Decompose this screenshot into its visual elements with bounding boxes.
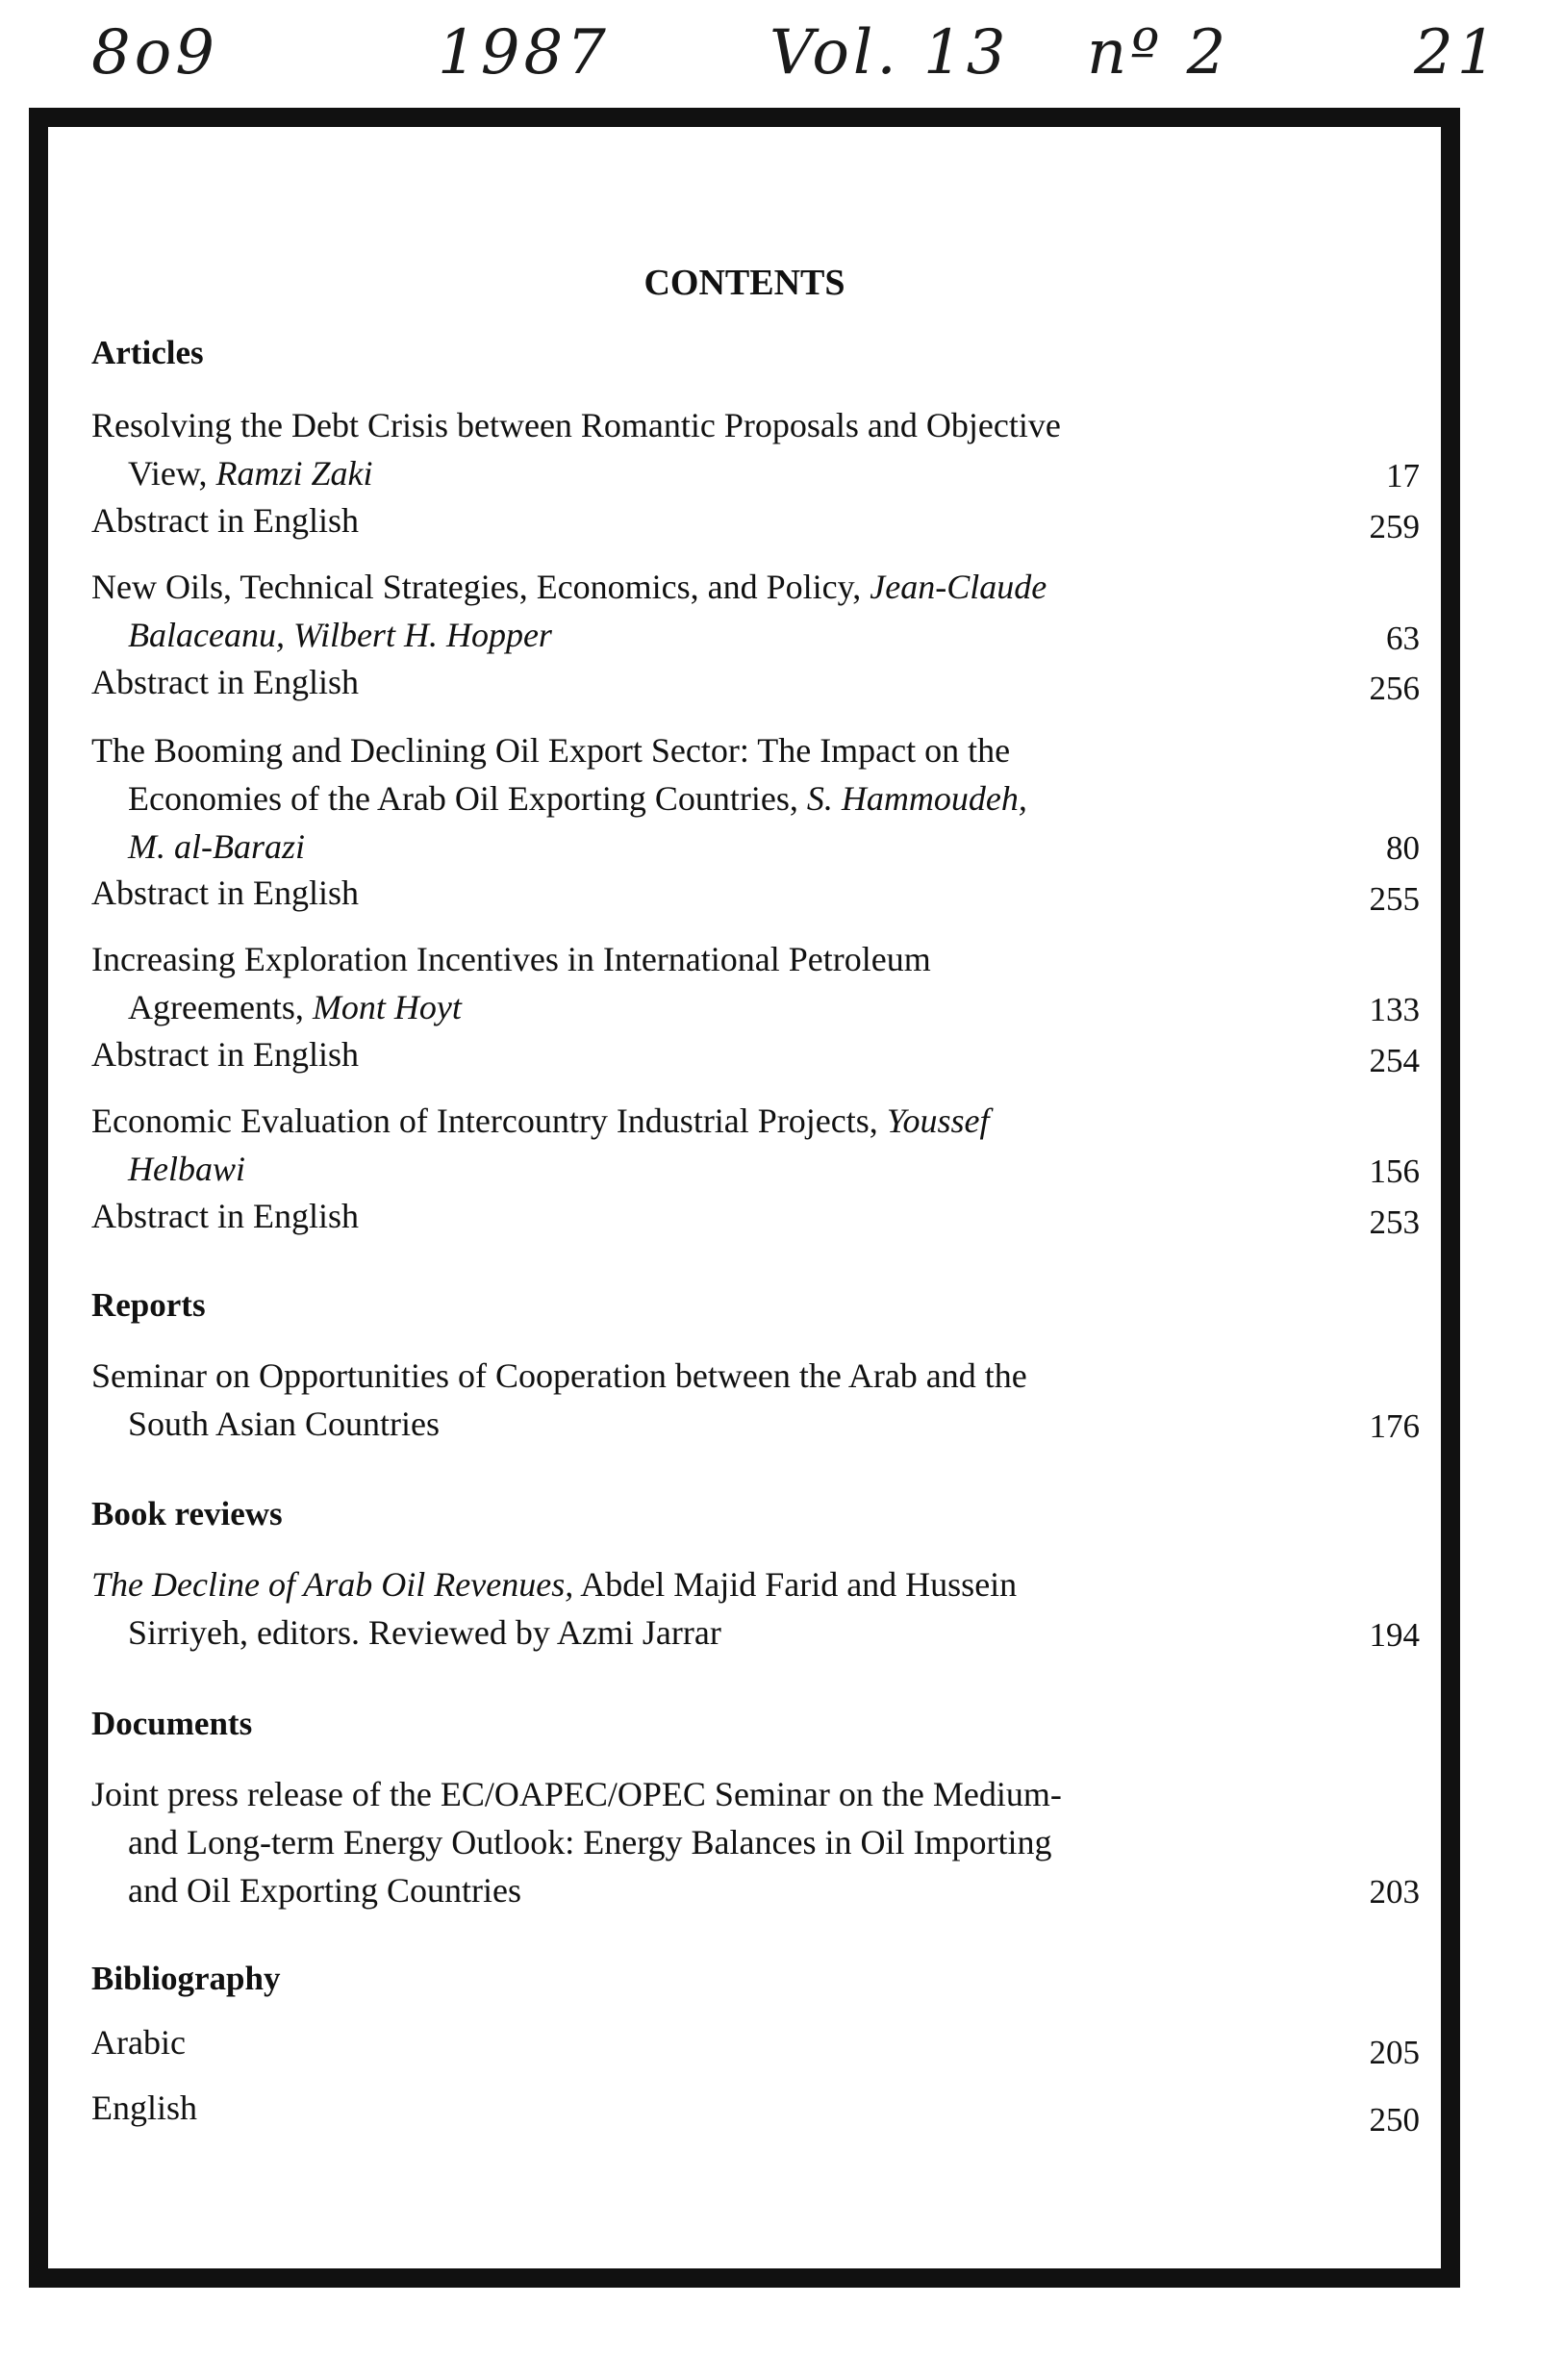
entry-author: S. Hammoudeh, bbox=[806, 779, 1027, 818]
entry-title-line: Economic Evaluation of Intercountry Industrial Projects, Youssef bbox=[91, 1101, 990, 1140]
entry-title-line: View, Ramzi Zaki bbox=[128, 454, 373, 493]
entry-author: Ramzi Zaki bbox=[215, 454, 373, 493]
page-number: 156 bbox=[1369, 1152, 1420, 1190]
entry-title-line: and Long-term Energy Outlook: Energy Balances in Oil Importing bbox=[128, 1823, 1052, 1861]
toc-entry-document-1[interactable] bbox=[91, 1770, 1332, 1914]
handwritten-volume: Vol. 13 bbox=[769, 17, 1010, 89]
book-title: The Decline of Arab Oil Revenues, bbox=[91, 1565, 574, 1604]
toc-entry-bibliography-english[interactable]: English bbox=[91, 2089, 198, 2127]
page-number: 203 bbox=[1369, 1873, 1420, 1911]
entry-title-line: Seminar on Opportunities of Cooperation between the Arab and the bbox=[91, 1356, 1027, 1395]
entry-title-line: Agreements, Mont Hoyt bbox=[128, 988, 462, 1026]
abstract-page-number: 255 bbox=[1369, 880, 1420, 918]
page-number: 80 bbox=[1386, 829, 1420, 867]
section-heading-reports: Reports bbox=[91, 1286, 206, 1324]
toc-entry-report-1[interactable] bbox=[91, 1352, 1332, 1448]
contents-page bbox=[48, 127, 1441, 2268]
toc-entry-article-4[interactable] bbox=[91, 935, 1332, 1031]
entry-author-line: M. al-Barazi bbox=[128, 827, 305, 866]
entry-title-line: The Booming and Declining Oil Export Sector: The Impact on the bbox=[91, 731, 1011, 770]
entry-title-line: New Oils, Technical Strategies, Economics, and Policy, Jean-Claude bbox=[91, 568, 1047, 606]
abstract-label[interactable]: Abstract in English bbox=[91, 1197, 359, 1235]
page-number: 250 bbox=[1369, 2101, 1420, 2139]
handwritten-number: nº 2 bbox=[1087, 17, 1230, 89]
entry-author: Mont Hoyt bbox=[312, 988, 462, 1026]
page-number: 63 bbox=[1386, 620, 1420, 657]
handwritten-ref: 8o9 bbox=[91, 17, 218, 89]
entry-title-line: and Oil Exporting Countries bbox=[128, 1871, 521, 1910]
entry-title-line: Economies of the Arab Oil Exporting Countries, S. Hammoudeh, bbox=[128, 779, 1027, 818]
section-heading-articles: Articles bbox=[91, 334, 204, 371]
entry-title-line: Sirriyeh, editors. Reviewed by Azmi Jarrar bbox=[128, 1613, 721, 1652]
entry-title-line: The Decline of Arab Oil Revenues, Abdel Majid Farid and Hussein bbox=[91, 1565, 1018, 1604]
page-number: 133 bbox=[1369, 991, 1420, 1028]
toc-entry-article-1[interactable] bbox=[91, 401, 1332, 497]
abstract-label[interactable]: Abstract in English bbox=[91, 874, 359, 912]
entry-author-line: Balaceanu, Wilbert H. Hopper bbox=[128, 616, 552, 654]
toc-entry-bibliography-arabic[interactable]: Arabic bbox=[91, 2023, 186, 2062]
page-number: 176 bbox=[1369, 1407, 1420, 1445]
toc-entry-article-3[interactable] bbox=[91, 726, 1332, 871]
abstract-label[interactable]: Abstract in English bbox=[91, 501, 359, 540]
handwritten-code: 21 bbox=[1414, 17, 1501, 89]
page-number: 17 bbox=[1386, 457, 1420, 494]
entry-author: Youssef bbox=[886, 1101, 990, 1140]
entry-author-line: Helbawi bbox=[128, 1150, 245, 1188]
abstract-page-number: 256 bbox=[1369, 670, 1420, 707]
entry-title-line: South Asian Countries bbox=[128, 1405, 441, 1443]
page-number: 205 bbox=[1369, 2034, 1420, 2071]
page-number: 194 bbox=[1369, 1616, 1420, 1654]
contents-frame bbox=[29, 108, 1460, 2288]
section-heading-book-reviews: Book reviews bbox=[91, 1495, 283, 1532]
page-title: CONTENTS bbox=[643, 263, 845, 303]
abstract-label[interactable]: Abstract in English bbox=[91, 663, 359, 701]
handwritten-year: 1987 bbox=[438, 17, 610, 89]
toc-entry-article-2[interactable] bbox=[91, 563, 1332, 659]
abstract-page-number: 253 bbox=[1369, 1203, 1420, 1241]
entry-title-line: Resolving the Debt Crisis between Romantic Proposals and Objective bbox=[91, 406, 1061, 444]
section-heading-documents: Documents bbox=[91, 1705, 253, 1742]
entry-title-line: Increasing Exploration Incentives in International Petroleum bbox=[91, 940, 931, 978]
entry-title-line: Joint press release of the EC/OAPEC/OPEC Seminar on the Medium- bbox=[91, 1775, 1062, 1813]
section-heading-bibliography: Bibliography bbox=[91, 1960, 281, 1997]
entry-author: Jean-Claude bbox=[870, 568, 1047, 606]
abstract-page-number: 254 bbox=[1369, 1042, 1420, 1079]
toc-entry-book-review-1[interactable] bbox=[91, 1560, 1332, 1657]
toc-entry-article-5[interactable] bbox=[91, 1097, 1332, 1193]
abstract-label[interactable]: Abstract in English bbox=[91, 1035, 359, 1074]
abstract-page-number: 259 bbox=[1369, 508, 1420, 545]
